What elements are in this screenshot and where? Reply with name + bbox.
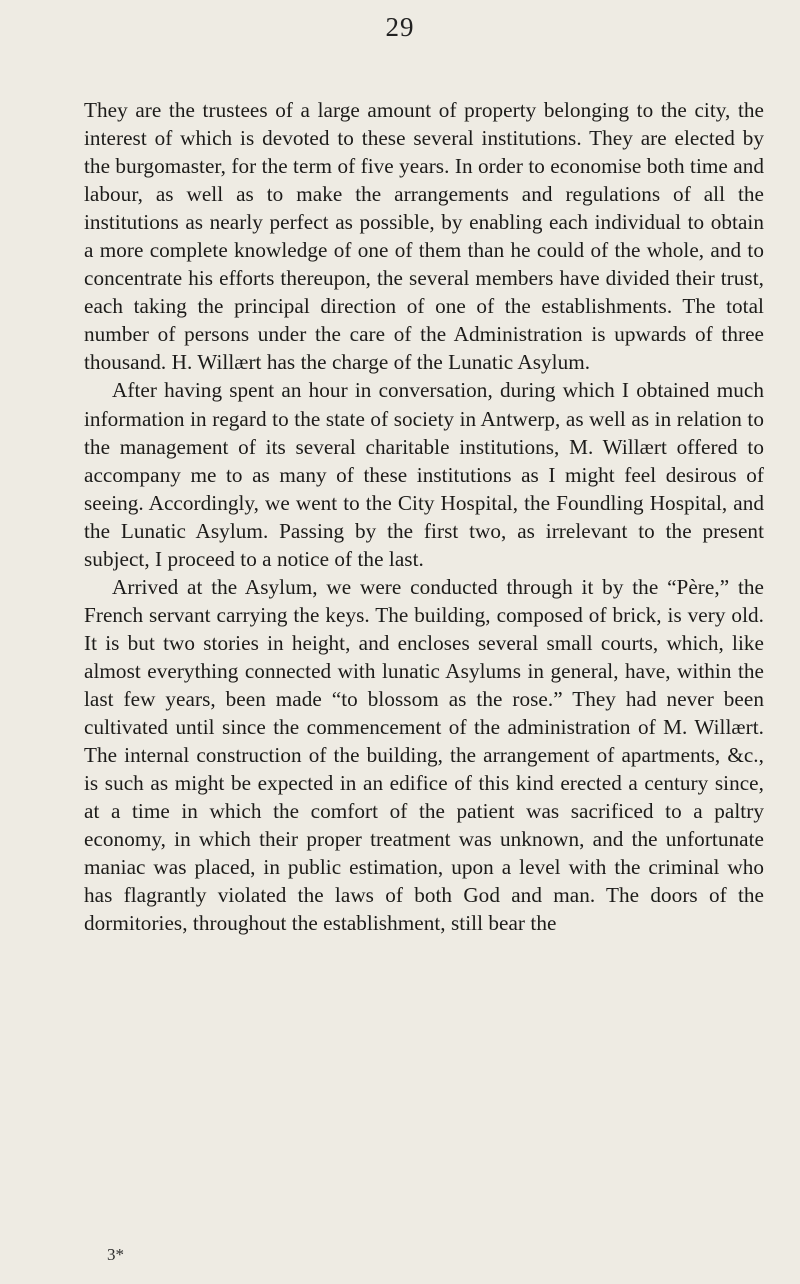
paragraph-trustees: They are the trustees of a large amount of property belonging to the city, the interest of which is devoted to these several institutions. They are elected by the burgomaster, for the term of five years. In order to economise both time and labour, as well as to make the arrangements and regulations of all the institutions as nearly perfect as possible, by enabling each individual to obtain a more complete knowledge of one of them than he could of the whole, and to concentrate his efforts thereupon, the several members have divided their trust, each taking the principal direction of one of the establishments. The total number of persons under the care of the Administration is upwards of three thousand. H. Willært has the charge of the Lunatic Asylum. bbox=[84, 98, 764, 375]
body-text bbox=[84, 96, 764, 937]
signature-mark: 3* bbox=[107, 1245, 124, 1264]
paragraph-conversation: After having spent an hour in conversation, during which I obtained much information in regard to the state of society in Antwerp, as well as in relation to the management of its several charitable institutions, M. Willært offered to accompany me to as many of these institutions as I might feel desirous of seeing. Accordingly, we went to the City Hospital, the Foundling Hospital, and the Lunatic Asylum. Passing by the first two, as irrelevant to the present subject, I proceed to a notice of the last. bbox=[84, 378, 764, 571]
paragraph-asylum: Arrived at the Asylum, we were conducted through it by the “Père,” the French servant carrying the keys. The building, composed of brick, is very old. It is but two stories in height, and encloses several small courts, which, like almost everything connected with lunatic Asylums in general, have, within the last few years, been made “to blossom as the rose.” They had never been cultivated until since the commencement of the administration of M. Willært. The internal construction of the building, the arrangement of apartments, &c., is such as might be expected in an edifice of this kind erected a century since, at a time in which the comfort of the patient was sacrificed to a paltry economy, in which their proper treatment was unknown, and the unfortunate maniac was placed, in public estimation, upon a level with the criminal who has flagrantly violated the laws of both God and man. The doors of the dormitories, throughout the establishment, still bear the bbox=[84, 574, 764, 936]
page-number: 29 bbox=[385, 12, 415, 42]
